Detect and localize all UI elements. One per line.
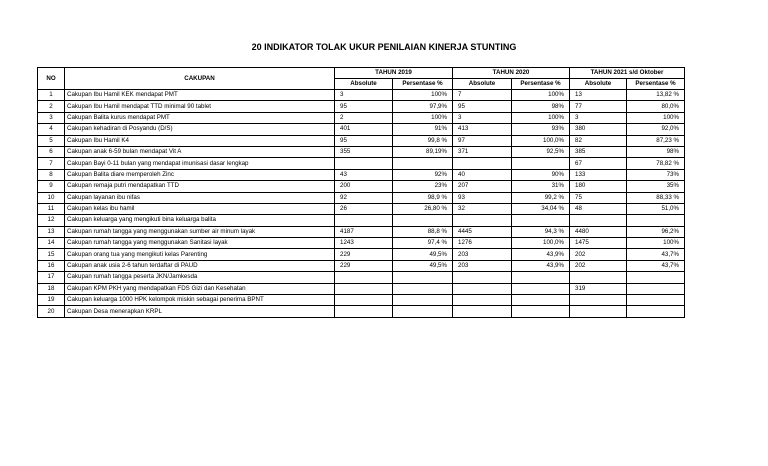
persentase-2019-cell: 92% [393,169,453,180]
cakupan-cell: Cakupan rumah tangga peserta JKN/Jamkesda [65,272,335,283]
absolute-2019-cell: 229 [335,260,393,271]
row-number: 11 [38,203,65,214]
persentase-2020-cell: 43,9% [512,260,570,271]
table-row [38,260,685,271]
row-number: 1 [38,90,65,101]
table-row [38,90,685,101]
persentase-2019-cell: 88,8 % [393,226,453,237]
persentase-2021-cell: 100% [627,112,685,123]
table-row [38,135,685,146]
row-number: 13 [38,226,65,237]
persentase-2019-cell [393,158,453,169]
table-row [38,101,685,112]
absolute-2020-cell: 7 [453,90,512,101]
row-number: 20 [38,306,65,317]
absolute-2019-cell: 26 [335,203,393,214]
absolute-2021-cell: 13 [570,90,627,101]
persentase-2019-cell: 99,8 % [393,135,453,146]
row-number: 12 [38,215,65,226]
absolute-2020-cell [453,295,512,306]
table-row [38,215,685,226]
header-absolute: Absolute [570,79,627,90]
persentase-2019-cell: 91% [393,124,453,135]
persentase-2021-cell: 98% [627,146,685,157]
absolute-2019-cell: 92 [335,192,393,203]
absolute-2020-cell: 203 [453,260,512,271]
row-number: 10 [38,192,65,203]
persentase-2020-cell [512,306,570,317]
persentase-2020-cell [512,215,570,226]
persentase-2021-cell: 78,82 % [627,158,685,169]
row-number: 18 [38,283,65,294]
absolute-2021-cell: 202 [570,260,627,271]
absolute-2019-cell: 229 [335,249,393,260]
absolute-2020-cell: 93 [453,192,512,203]
table-row [38,306,685,317]
cakupan-cell: Cakupan Ibu Hamil K4 [65,135,335,146]
table-row [38,124,685,135]
table-row [38,283,685,294]
persentase-2020-cell [512,272,570,283]
absolute-2019-cell: 1243 [335,238,393,249]
indicator-table [37,67,685,318]
persentase-2019-cell: 49,5% [393,249,453,260]
absolute-2021-cell: 385 [570,146,627,157]
persentase-2020-cell: 43,9% [512,249,570,260]
header-no: NO [38,68,65,90]
absolute-2020-cell: 4445 [453,226,512,237]
persentase-2021-cell [627,306,685,317]
persentase-2021-cell [627,272,685,283]
table-row [38,238,685,249]
absolute-2021-cell [570,306,627,317]
absolute-2020-cell [453,283,512,294]
persentase-2019-cell: 26,80 % [393,203,453,214]
persentase-2019-cell [393,215,453,226]
persentase-2020-cell: 31% [512,181,570,192]
table-row [38,169,685,180]
absolute-2020-cell: 3 [453,112,512,123]
persentase-2020-cell: 92,5% [512,146,570,157]
absolute-2020-cell: 371 [453,146,512,157]
row-number: 4 [38,124,65,135]
persentase-2021-cell: 88,33 % [627,192,685,203]
persentase-2020-cell: 99,2 % [512,192,570,203]
absolute-2020-cell: 413 [453,124,512,135]
persentase-2021-cell [627,283,685,294]
persentase-2021-cell: 80,0% [627,101,685,112]
cakupan-cell: Cakupan anak usia 2-6 tahun terdaftar di PAUD [65,260,335,271]
absolute-2021-cell: 180 [570,181,627,192]
persentase-2020-cell: 100,0% [512,135,570,146]
absolute-2021-cell [570,272,627,283]
persentase-2021-cell [627,215,685,226]
cakupan-cell: Cakupan Desa menerapkan KRPL [65,306,335,317]
row-number: 15 [38,249,65,260]
header-persentase: Persentase % [393,79,453,90]
row-number: 5 [38,135,65,146]
persentase-2021-cell [627,295,685,306]
absolute-2019-cell: 95 [335,101,393,112]
absolute-2019-cell [335,215,393,226]
persentase-2021-cell: 13,82 % [627,90,685,101]
persentase-2019-cell: 98,9 % [393,192,453,203]
cakupan-cell: Cakupan rumah tangga yang menggunakan Sanitasi layak [65,238,335,249]
cakupan-cell: Cakupan remaja putri mendapatkan TTD [65,181,335,192]
absolute-2019-cell: 401 [335,124,393,135]
table-row [38,181,685,192]
persentase-2020-cell: 34,04 % [512,203,570,214]
document-title: 20 INDIKATOR TOLAK UKUR PENILAIAN KINERJA STUNTING [251,42,517,52]
absolute-2021-cell: 1475 [570,238,627,249]
absolute-2019-cell: 2 [335,112,393,123]
persentase-2020-cell: 90% [512,169,570,180]
header-year-2020: TAHUN 2020 [453,68,570,79]
header-year-2021: TAHUN 2021 s/d Oktober [570,68,685,79]
cakupan-cell: Cakupan Ibu Hamil KEK mendapat PMT [65,90,335,101]
row-number: 6 [38,146,65,157]
cakupan-cell: Cakupan layanan ibu nifas [65,192,335,203]
persentase-2020-cell [512,158,570,169]
absolute-2019-cell: 4187 [335,226,393,237]
absolute-2020-cell [453,215,512,226]
absolute-2020-cell [453,306,512,317]
cakupan-cell: Cakupan orang tua yang mengikuti kelas Parenting [65,249,335,260]
absolute-2020-cell: 40 [453,169,512,180]
persentase-2021-cell: 73% [627,169,685,180]
persentase-2021-cell: 43,7% [627,260,685,271]
table-row [38,249,685,260]
header-cakupan: CAKUPAN [65,68,335,90]
absolute-2021-cell: 4480 [570,226,627,237]
cakupan-cell: Cakupan Ibu Hamil mendapat TTD minimal 90 tablet [65,101,335,112]
persentase-2019-cell [393,295,453,306]
persentase-2020-cell: 100% [512,90,570,101]
absolute-2020-cell [453,272,512,283]
persentase-2019-cell: 89,19% [393,146,453,157]
absolute-2020-cell: 97 [453,135,512,146]
cakupan-cell: Cakupan rumah tangga yang menggunakan sumber air minum layak [65,226,335,237]
absolute-2020-cell: 95 [453,101,512,112]
absolute-2021-cell [570,215,627,226]
absolute-2021-cell: 82 [570,135,627,146]
cakupan-cell: Cakupan keluarga yang mengikuti bina keluarga balita [65,215,335,226]
cakupan-cell: Cakupan keluarga 1000 HPK kelompok miskin sebagai penerima BPNT [65,295,335,306]
row-number: 19 [38,295,65,306]
row-number: 2 [38,101,65,112]
cakupan-cell: Cakupan KPM PKH yang mendapatkan FDS Gizi dan Kesehatan [65,283,335,294]
absolute-2021-cell: 3 [570,112,627,123]
persentase-2021-cell: 96,2% [627,226,685,237]
row-number: 3 [38,112,65,123]
persentase-2021-cell: 51,0% [627,203,685,214]
table-row [38,112,685,123]
persentase-2021-cell: 100% [627,238,685,249]
absolute-2021-cell: 75 [570,192,627,203]
absolute-2020-cell: 207 [453,181,512,192]
absolute-2019-cell [335,158,393,169]
cakupan-cell: Cakupan Balita kurus mendapat PMT [65,112,335,123]
persentase-2020-cell: 100,0% [512,238,570,249]
table-row [38,203,685,214]
row-number: 16 [38,260,65,271]
table-row [38,158,685,169]
persentase-2021-cell: 35% [627,181,685,192]
persentase-2019-cell: 100% [393,112,453,123]
header-year-2019: TAHUN 2019 [335,68,453,79]
persentase-2019-cell: 97,9% [393,101,453,112]
absolute-2021-cell: 319 [570,283,627,294]
absolute-2019-cell [335,283,393,294]
absolute-2019-cell: 200 [335,181,393,192]
persentase-2020-cell: 100% [512,112,570,123]
table-row [38,146,685,157]
persentase-2019-cell [393,272,453,283]
header-absolute: Absolute [453,79,512,90]
row-number: 7 [38,158,65,169]
absolute-2021-cell: 380 [570,124,627,135]
cakupan-cell: Cakupan kelas ibu hamil [65,203,335,214]
absolute-2020-cell [453,158,512,169]
absolute-2021-cell [570,295,627,306]
absolute-2021-cell: 202 [570,249,627,260]
persentase-2021-cell: 43,7% [627,249,685,260]
persentase-2019-cell: 97,4 % [393,238,453,249]
persentase-2019-cell: 49,5% [393,260,453,271]
table-row [38,192,685,203]
absolute-2021-cell: 48 [570,203,627,214]
absolute-2021-cell: 67 [570,158,627,169]
persentase-2020-cell: 94,3 % [512,226,570,237]
cakupan-cell: Cakupan kehadiran di Posyandu (D/S) [65,124,335,135]
persentase-2019-cell: 100% [393,90,453,101]
persentase-2020-cell: 93% [512,124,570,135]
table-row [38,295,685,306]
table-body [38,90,685,318]
cakupan-cell: Cakupan Balita diare memperoleh Zinc [65,169,335,180]
header-absolute: Absolute [335,79,393,90]
persentase-2020-cell [512,283,570,294]
absolute-2021-cell: 77 [570,101,627,112]
table-row [38,272,685,283]
absolute-2021-cell: 133 [570,169,627,180]
absolute-2019-cell [335,306,393,317]
absolute-2020-cell: 1276 [453,238,512,249]
row-number: 17 [38,272,65,283]
absolute-2019-cell: 355 [335,146,393,157]
persentase-2021-cell: 87,23 % [627,135,685,146]
absolute-2019-cell: 95 [335,135,393,146]
persentase-2020-cell [512,295,570,306]
header-persentase: Persentase % [512,79,570,90]
persentase-2020-cell: 98% [512,101,570,112]
persentase-2019-cell [393,283,453,294]
cakupan-cell: Cakupan Bayi 0-11 bulan yang mendapat imunisasi dasar lengkap [65,158,335,169]
absolute-2019-cell [335,272,393,283]
cakupan-cell: Cakupan anak 6-59 bulan mendapat Vit A [65,146,335,157]
row-number: 14 [38,238,65,249]
row-number: 9 [38,181,65,192]
row-number: 8 [38,169,65,180]
persentase-2019-cell [393,306,453,317]
absolute-2020-cell: 32 [453,203,512,214]
header-persentase: Persentase % [627,79,685,90]
table-row [38,226,685,237]
persentase-2021-cell: 92,0% [627,124,685,135]
absolute-2019-cell: 3 [335,90,393,101]
absolute-2019-cell: 43 [335,169,393,180]
absolute-2020-cell: 203 [453,249,512,260]
persentase-2019-cell: 23% [393,181,453,192]
absolute-2019-cell [335,295,393,306]
